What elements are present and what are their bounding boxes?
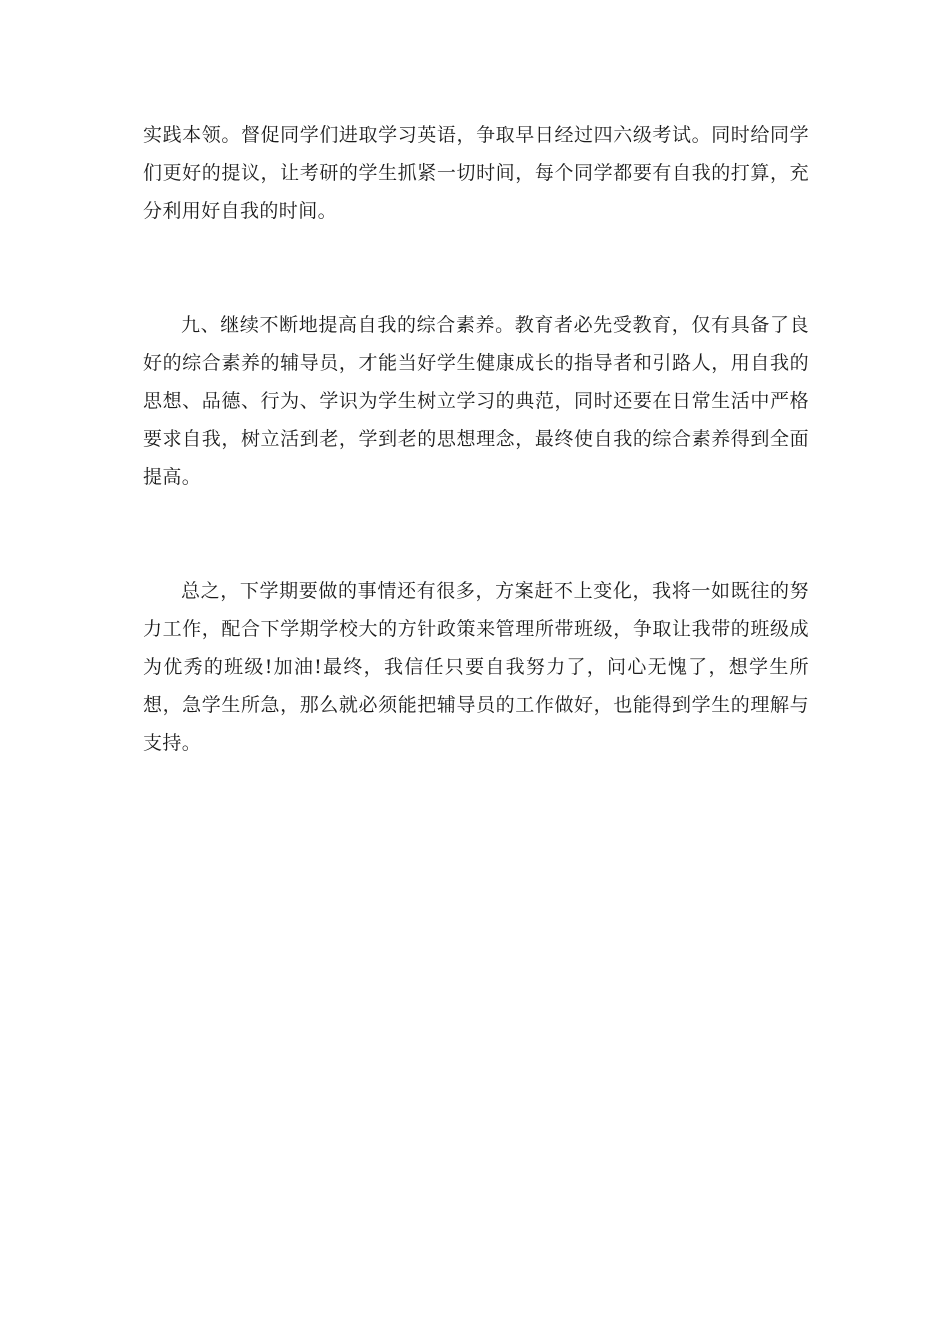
- paragraph-spacer: [143, 230, 809, 306]
- paragraph-continuation: 实践本领。督促同学们进取学习英语，争取早日经过四六级考试。同时给同学们更好的提议，让考研的学生抓紧一切时间，每个同学都要有自我的打算，充分利用好自我的时间。: [143, 124, 809, 222]
- document-body: [143, 116, 809, 762]
- paragraph-conclusion: 总之，下学期要做的事情还有很多，方案赶不上变化，我将一如既往的努力工作，配合下学期学校大的方针政策来管理所带班级，争取让我带的班级成为优秀的班级!加油!最终，我信任只要自我努力了，问心无愧了，想学生所想，急学生所急，那么就必须能把辅导员的工作做好，也能得到学生的理解与支持。: [143, 580, 809, 754]
- paragraph-spacer: [143, 496, 809, 572]
- paragraph-item-nine: 九、继续不断地提高自我的综合素养。教育者必先受教育，仅有具备了良好的综合素养的辅导员，才能当好学生健康成长的指导者和引路人，用自我的思想、品德、行为、学识为学生树立学习的典范，同时还要在日常生活中严格要求自我，树立活到老，学到老的思想理念，最终使自我的综合素养得到全面提高。: [143, 314, 809, 488]
